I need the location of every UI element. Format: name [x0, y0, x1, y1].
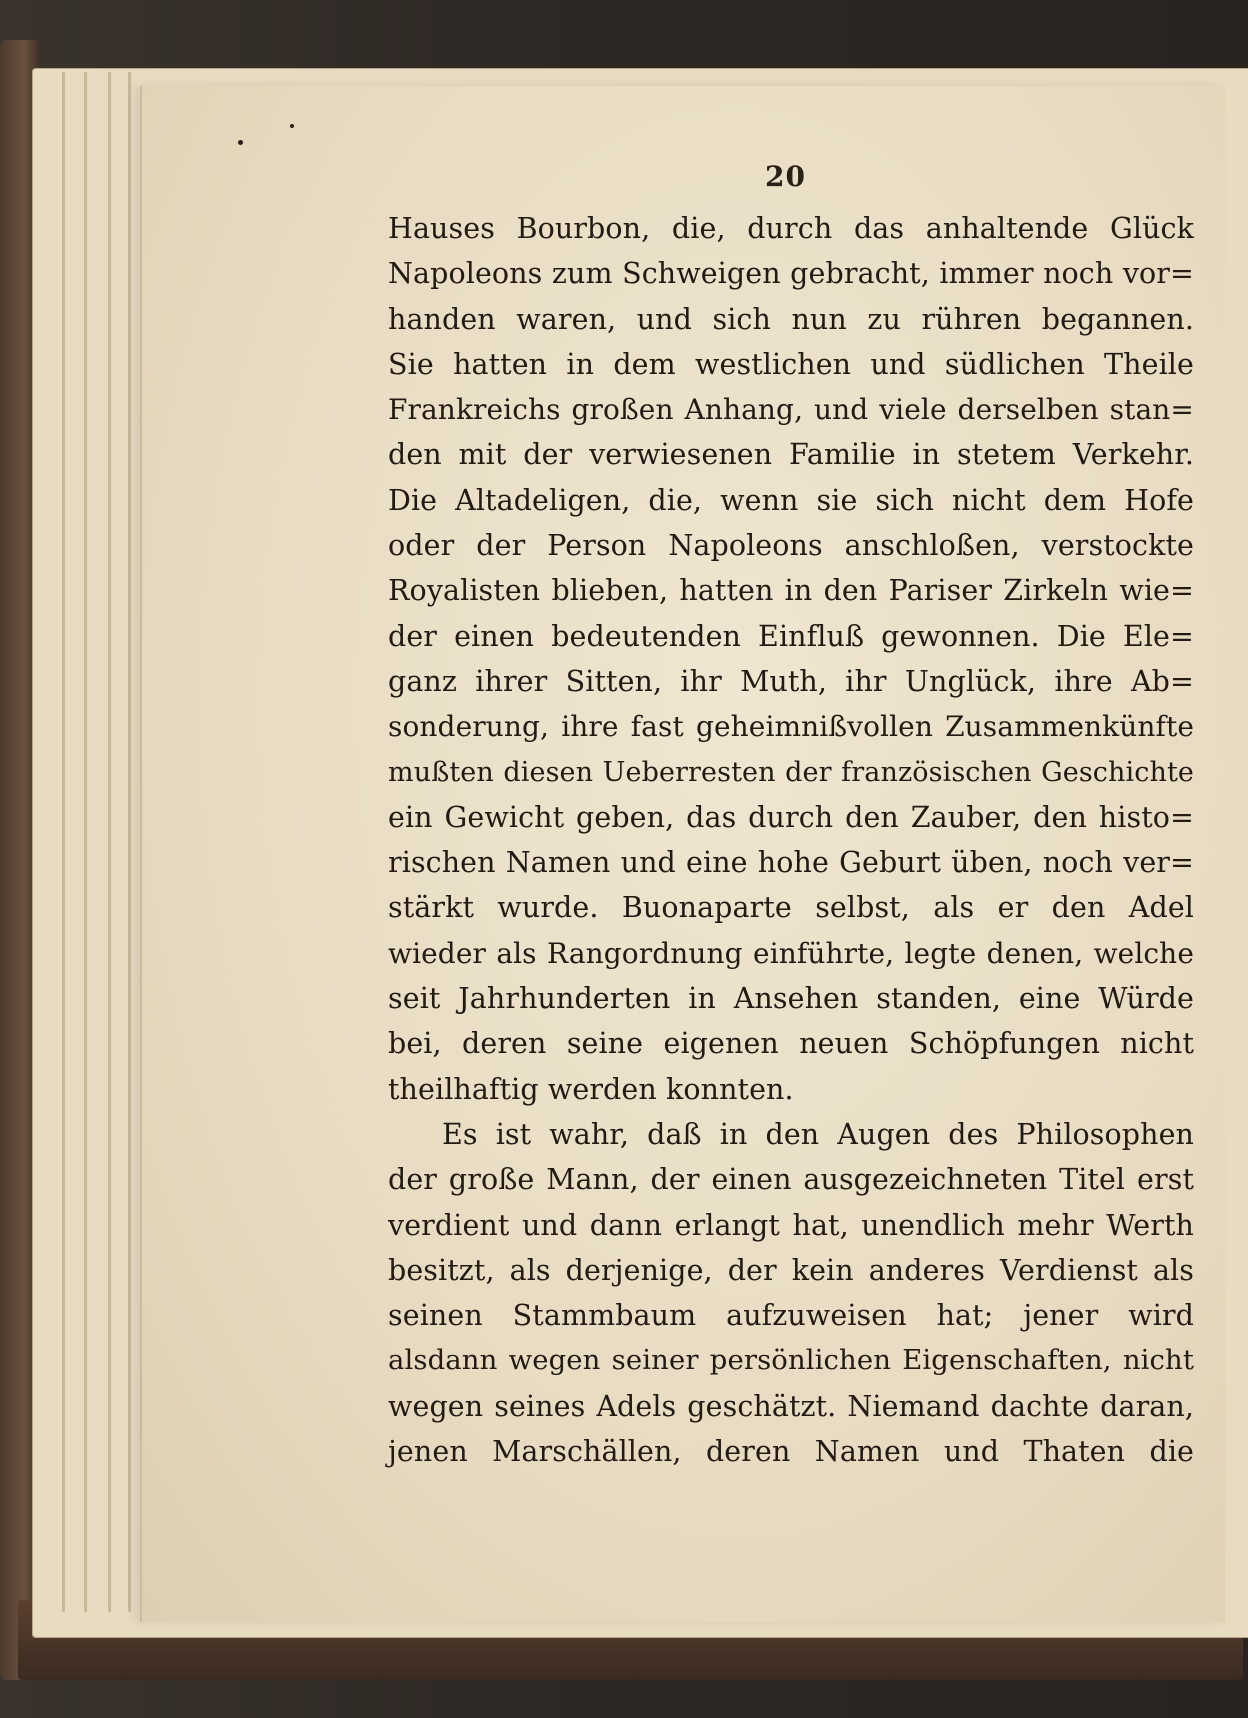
text-line: Die Altadeligen, die, wenn sie sich nicht dem Hofe [388, 483, 1194, 517]
ink-speck [238, 140, 243, 145]
text-line: ein Gewicht geben, das durch den Zauber, den histo= [388, 800, 1194, 834]
text-line: theilhaftig werden konnten. [388, 1072, 794, 1106]
page-number: 20 [765, 160, 806, 193]
text-line: der einen bedeutenden Einfluß gewonnen. Die Ele= [388, 619, 1194, 653]
text-line: mußten diesen Ueberresten der französischen Geschichte [388, 756, 1194, 788]
ink-speck [290, 124, 294, 128]
text-line: oder der Person Napoleons anschloßen, verstockte [388, 529, 1194, 563]
page-text [388, 206, 1194, 1474]
text-line: seinen Stammbaum aufzuweisen hat; jener wird [388, 1299, 1194, 1333]
text-line: ganz ihrer Sitten, ihr Muth, ihr Unglück, ihre Ab= [388, 664, 1194, 698]
text-line: Hauses Bourbon, die, durch das anhaltende Glück [388, 212, 1194, 245]
page-edge-line [62, 72, 65, 1612]
text-line: alsdann wegen seiner persönlichen Eigenschaften, nicht [388, 1344, 1194, 1377]
text-line: Es ist wahr, daß in den Augen des Philosophen [442, 1117, 1194, 1151]
text-line: seit Jahrhunderten in Ansehen standen, eine Würde [388, 982, 1194, 1016]
text-line: Napoleons zum Schweigen gebracht, immer noch vor= [388, 257, 1194, 291]
text-line: Frankreichs großen Anhang, und viele derselben stan= [388, 393, 1194, 427]
text-line: jenen Marschällen, deren Namen und Thaten die [388, 1435, 1194, 1469]
text-line: sonderung, ihre fast geheimnißvollen Zusammenkünfte [388, 710, 1194, 744]
page-edge-line [108, 72, 111, 1612]
text-line: wegen seines Adels geschätzt. Niemand dachte daran, [388, 1389, 1194, 1423]
text-line: wieder als Rangordnung einführte, legte denen, welche [388, 936, 1194, 970]
text-line: Sie hatten in dem westlichen und südlichen Theile [388, 347, 1194, 381]
text-line: Royalisten blieben, hatten in den Pariser Zirkeln wie= [388, 574, 1194, 608]
text-line: verdient und dann erlangt hat, unendlich mehr Werth [388, 1208, 1194, 1242]
page-edge-line [84, 72, 87, 1612]
text-line: der große Mann, der einen ausgezeichneten Titel erst [388, 1163, 1194, 1197]
text-line: besitzt, als derjenige, der kein anderes Verdienst als [388, 1253, 1194, 1287]
text-line: rischen Namen und eine hohe Geburt üben, noch ver= [388, 846, 1194, 880]
text-line: stärkt wurde. Buonaparte selbst, als er den Adel [388, 891, 1194, 925]
text-line: den mit der verwiesenen Familie in stetem Verkehr. [388, 438, 1194, 472]
text-line: handen waren, und sich nun zu rühren begannen. [388, 302, 1194, 336]
page-edge-line [128, 72, 131, 1612]
text-line: bei, deren seine eigenen neuen Schöpfungen nicht [388, 1027, 1194, 1061]
